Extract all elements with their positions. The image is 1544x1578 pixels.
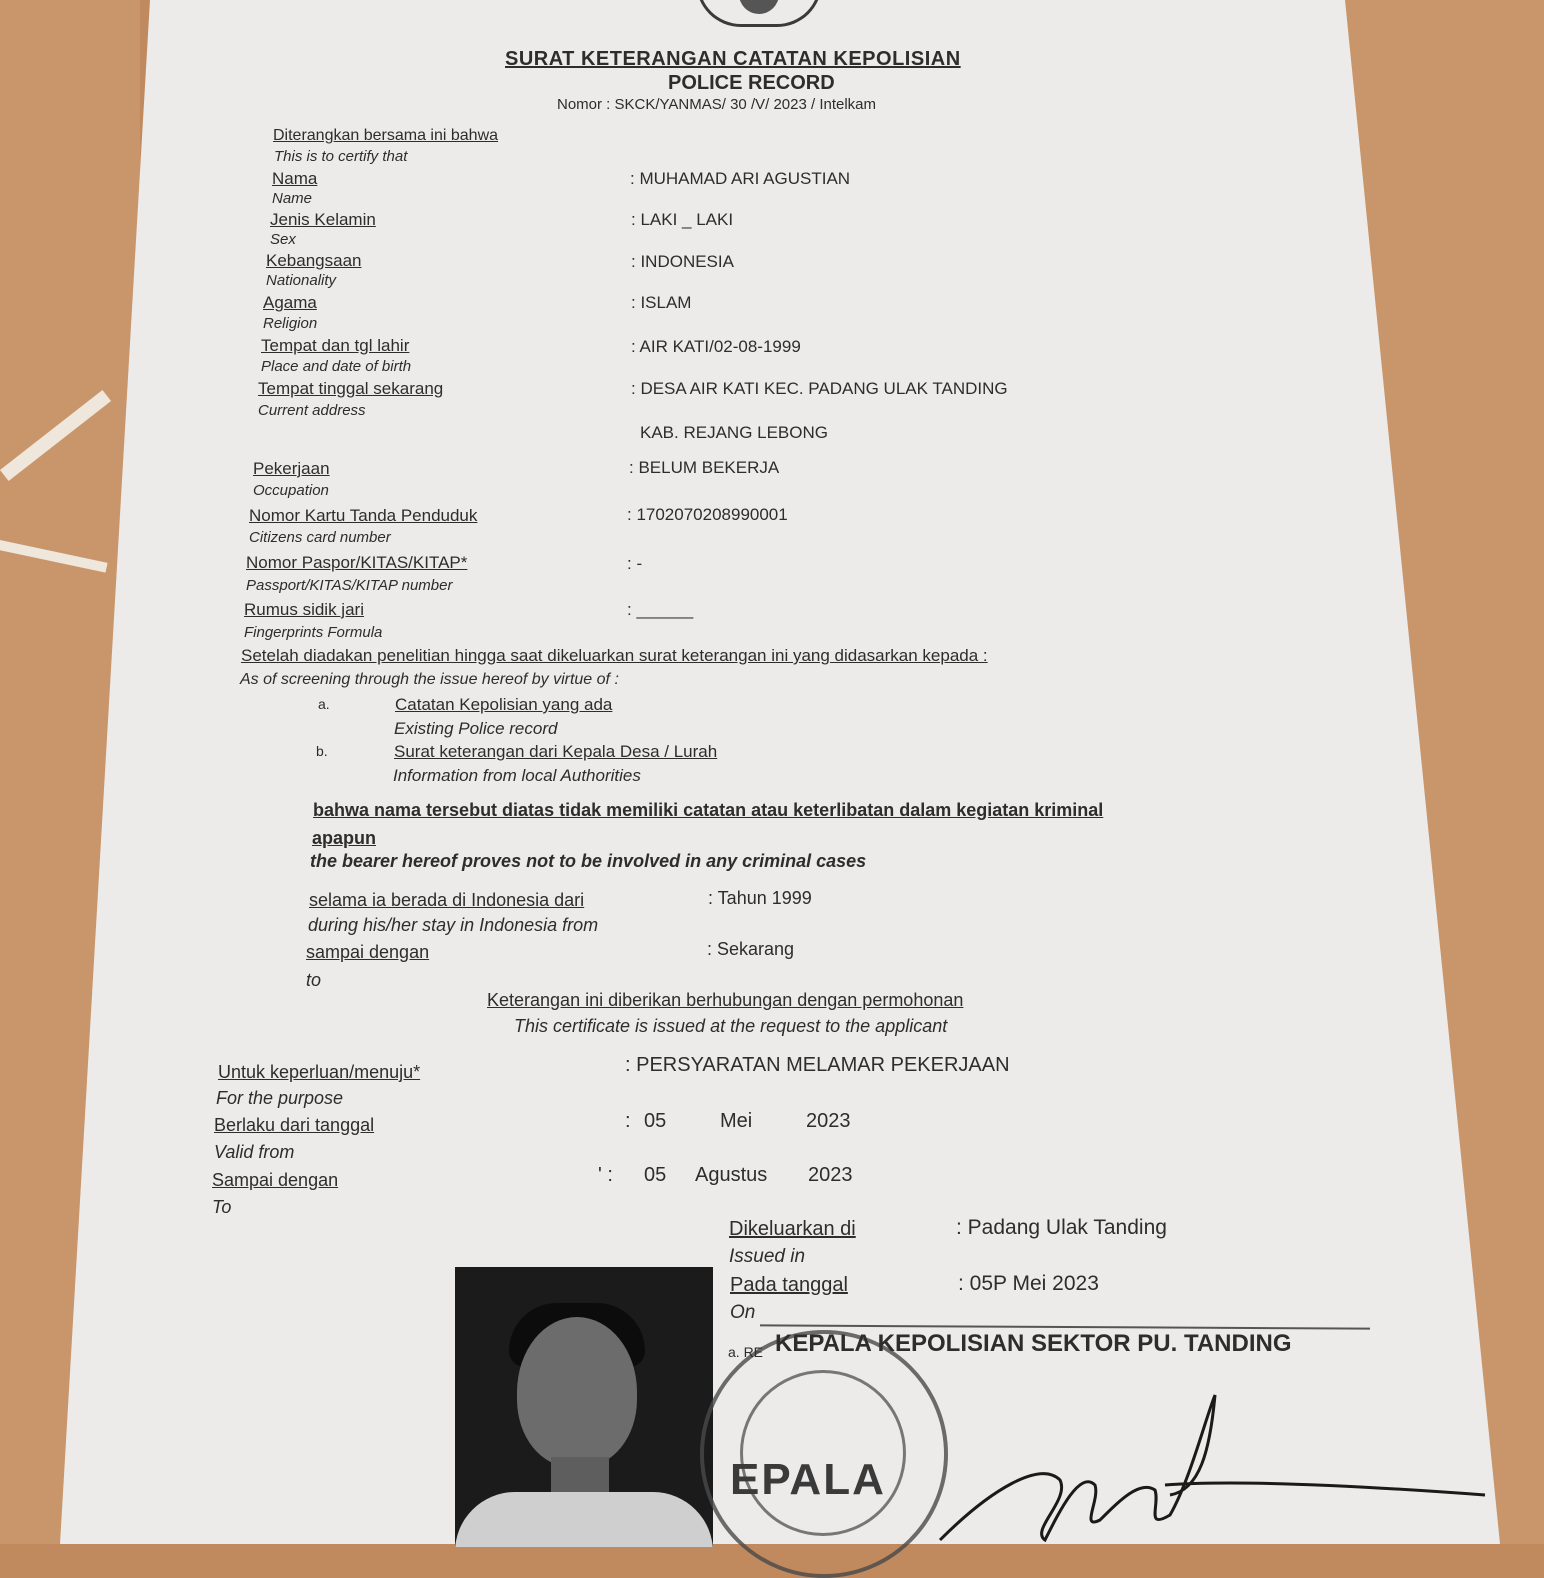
field-label: Rumus sidik jari [244,600,364,619]
valid-to-day: 05 [644,1164,667,1186]
field-label: Nama [272,169,318,188]
field-value: : BELUM BEKERJA [629,458,780,477]
field-label-en: Place and date of birth [261,358,412,375]
screening-text-en: As of screening through the issue hereof by virtue of : [240,671,619,688]
valid-from-month: Mei [720,1110,753,1132]
field-label: Nomor Kartu Tanda Penduduk [249,506,478,525]
field-label-en: Religion [263,315,318,332]
applicant-photo [455,1267,713,1547]
issued-date-value: : 05P Mei 2023 [958,1272,1099,1295]
field-value: : 1702070208990001 [627,505,788,524]
official-stamp-icon [700,1330,948,1578]
document-subtitle: POLICE RECORD [668,72,835,94]
valid-from-label: Berlaku dari tanggal [214,1115,375,1135]
field-label: Pekerjaan [253,459,330,478]
screening-item-en: Existing Police record [394,719,558,738]
signature-icon [930,1390,1490,1544]
request-text: Keterangan ini diberikan berhubungan dengan permohonan [487,990,964,1010]
field-label: Tempat dan tgl lahir [261,336,410,355]
field-label: Tempat tinggal sekarang [258,379,444,398]
period-from-value: : Tahun 1999 [708,888,812,908]
valid-to-label: Sampai dengan [212,1170,339,1190]
field-label-en: Sex [270,231,296,248]
valid-to-label-en: To [212,1197,232,1217]
purpose-label-en: For the purpose [216,1088,344,1108]
screening-text: Setelah diadakan penelitian hingga saat dikeluarkan surat keterangan ini yang didasarkan kepada : [241,646,988,665]
request-text-en: This certificate is issued at the request to the applicant [514,1016,948,1036]
valid-from-label-en: Valid from [214,1142,295,1162]
statement-text: bahwa nama tersebut diatas tidak memiliki catatan atau keterlibatan dalam kegiatan kriminal [313,800,1104,820]
police-emblem-icon [696,0,822,27]
field-value-continued: KAB. REJANG LEBONG [640,423,828,442]
document-title: SURAT KETERANGAN CATATAN KEPOLISIAN [505,48,961,70]
period-from-label-en: during his/her stay in Indonesia from [308,915,599,935]
field-value: : AIR KATI/02-08-1999 [631,337,801,356]
screening-item-en: Information from local Authorities [393,766,641,785]
purpose-value: : PERSYARATAN MELAMAR PEKERJAAN [625,1054,1010,1076]
valid-from-day: 05 [644,1110,667,1132]
valid-from-colon: : [625,1110,631,1132]
field-label-en: Name [272,190,313,207]
field-value: : ISLAM [631,293,692,312]
intro-label: Diterangkan bersama ini bahwa [273,127,499,144]
issued-place-value: : Padang Ulak Tanding [956,1216,1167,1239]
issued-place-label: Dikeluarkan di [729,1218,856,1240]
issued-place-label-en: Issued in [729,1246,806,1267]
field-label-en: Citizens card number [249,529,391,546]
field-label-en: Fingerprints Formula [244,624,383,641]
field-label: Nomor Paspor/KITAS/KITAP* [246,553,468,572]
field-value: : INDONESIA [631,252,734,271]
signatory-title: KEPALA KEPOLISIAN SEKTOR PU. TANDING [775,1330,1292,1357]
screening-item-mark: a. [318,696,330,712]
field-label-en: Passport/KITAS/KITAP number [246,577,453,594]
field-label: Agama [263,293,317,312]
valid-to-month: Agustus [695,1164,768,1186]
signature-rule [760,1324,1370,1329]
period-to-value: : Sekarang [707,939,795,959]
period-to-label-en: to [306,970,322,990]
stamp-text: EPALA [730,1455,886,1504]
statement-text-continued: apapun [312,828,377,848]
issued-date-label: Pada tanggal [730,1274,848,1296]
statement-text-en: the bearer hereof proves not to be involved in any criminal cases [310,851,867,871]
field-value: : - [627,554,643,573]
screening-item-mark: b. [316,743,328,759]
period-from-label: selama ia berada di Indonesia dari [309,890,585,910]
field-value: : MUHAMAD ARI AGUSTIAN [630,169,851,188]
field-value: : ______ [627,600,694,619]
purpose-label: Untuk keperluan/menuju* [218,1062,421,1082]
screening-item: Surat keterangan dari Kepala Desa / Lurah [394,742,718,761]
field-label: Kebangsaan [266,251,362,270]
issued-date-label-en: On [730,1302,756,1323]
field-label-en: Current address [258,402,366,419]
intro-label-en: This is to certify that [274,148,408,165]
field-label: Jenis Kelamin [270,210,376,229]
period-to-label: sampai dengan [306,942,430,962]
document-number: Nomor : SKCK/YANMAS/ 30 /V/ 2023 / Intelkam [557,96,877,113]
valid-from-year: 2023 [806,1110,851,1132]
field-value: : LAKI _ LAKI [631,210,734,229]
field-label-en: Nationality [266,272,337,289]
signatory-prefix: a. RE [728,1344,764,1360]
screening-item: Catatan Kepolisian yang ada [395,695,613,714]
field-value: : DESA AIR KATI KEC. PADANG ULAK TANDING [631,379,1008,398]
valid-to-year: 2023 [808,1164,853,1186]
valid-to-colon: ' : [598,1164,613,1186]
field-label-en: Occupation [253,482,329,499]
